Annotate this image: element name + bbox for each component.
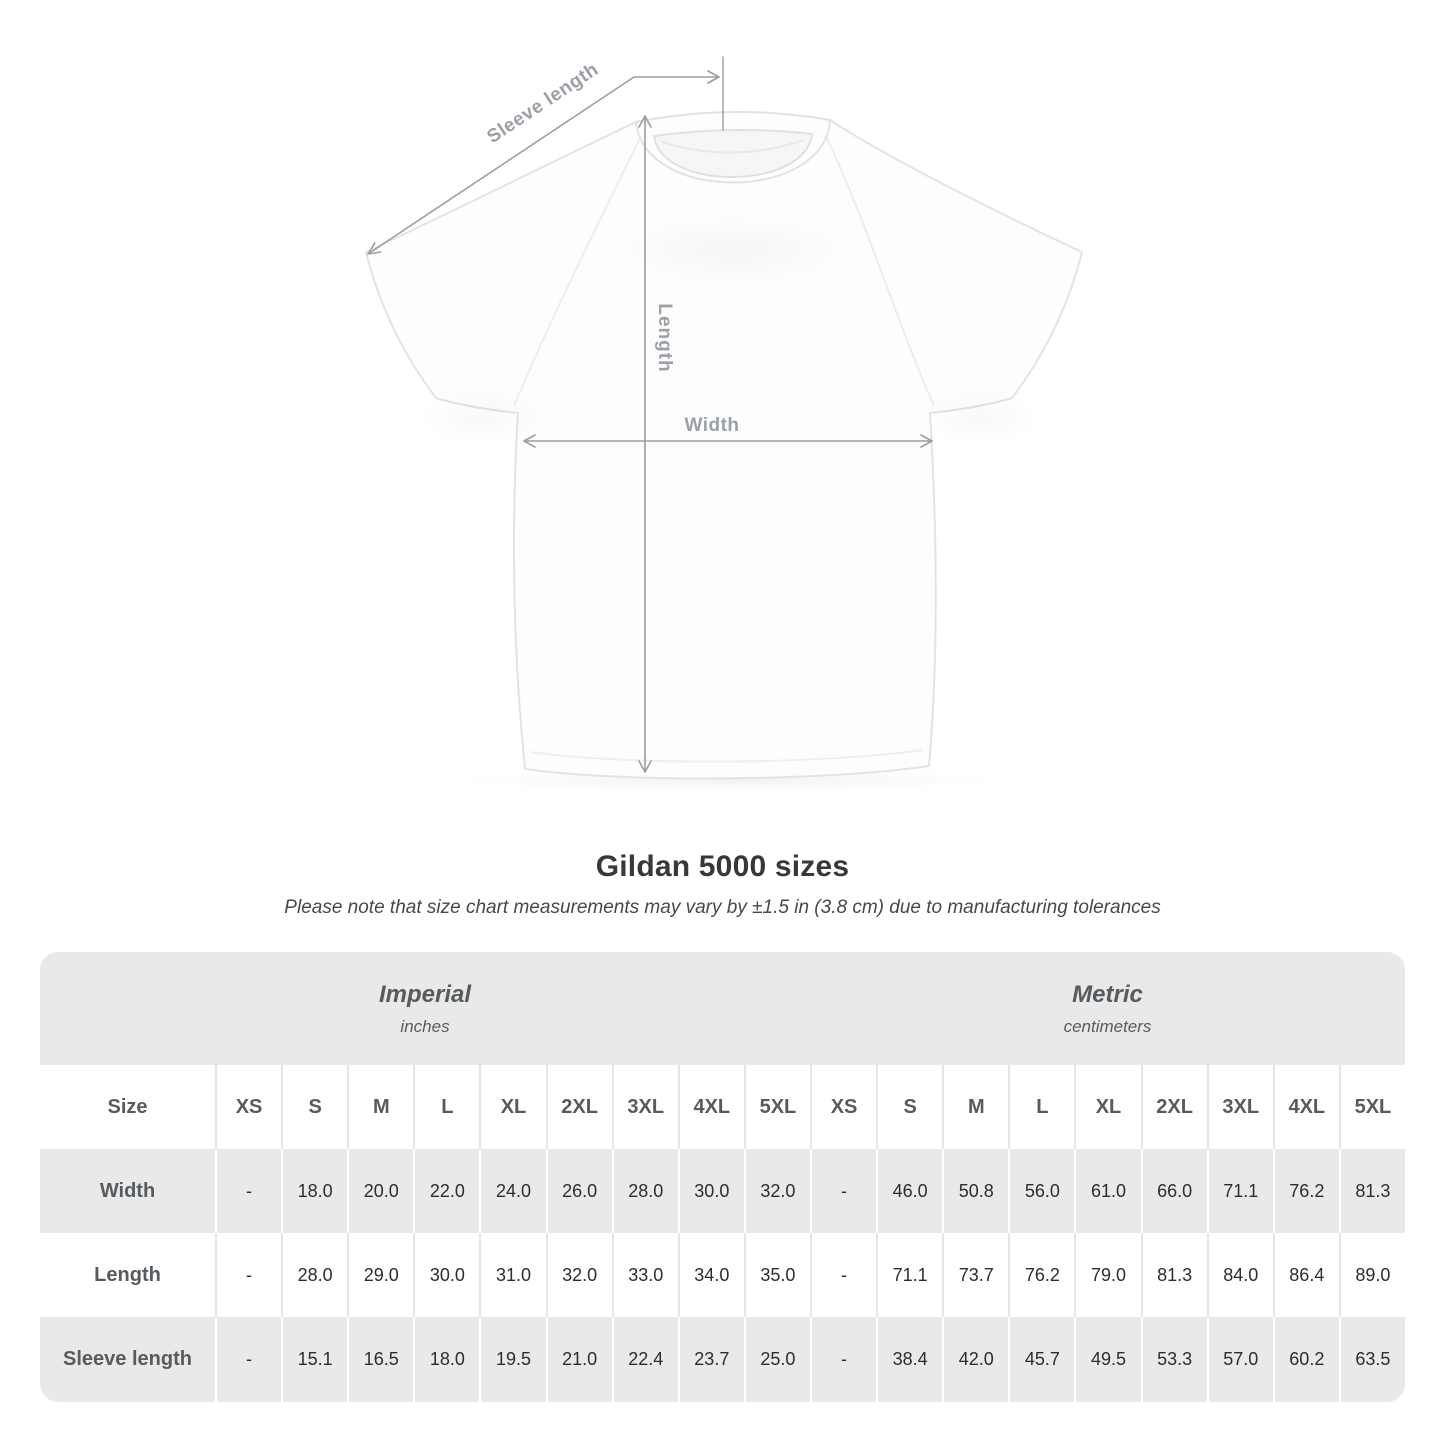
measurement-value-metric: 79.0 (1074, 1233, 1140, 1317)
measurement-value-imperial: 18.0 (413, 1317, 479, 1402)
measurement-value-metric: 53.3 (1141, 1317, 1207, 1402)
measurement-value-metric: 81.3 (1339, 1149, 1405, 1233)
size-header-metric: XL (1074, 1065, 1140, 1149)
measurement-value-imperial: 28.0 (281, 1233, 347, 1317)
unit-group-label: Metric (1072, 980, 1143, 1008)
measurement-value-metric: 49.5 (1074, 1317, 1140, 1402)
measurement-value-imperial: 29.0 (347, 1233, 413, 1317)
tshirt-shading-chest (623, 216, 843, 284)
unit-group-imperial (40, 952, 810, 1065)
measurement-value-metric: 56.0 (1008, 1149, 1074, 1233)
measurement-value-imperial: 30.0 (678, 1149, 744, 1233)
measurement-value-metric: 50.8 (942, 1149, 1008, 1233)
measurement-value-metric: 76.2 (1273, 1149, 1339, 1233)
measurement-value-metric: 60.2 (1273, 1317, 1339, 1402)
row-label: Width (99, 1179, 156, 1202)
measurement-value-metric: 46.0 (876, 1149, 942, 1233)
measurement-value-metric: 45.7 (1008, 1317, 1074, 1402)
measurement-value-imperial: 32.0 (546, 1233, 612, 1317)
measurement-value-imperial: 24.0 (479, 1149, 545, 1233)
size-header-metric: S (876, 1065, 942, 1149)
measurement-value-metric: 71.1 (1207, 1149, 1273, 1233)
size-header-imperial: 5XL (744, 1065, 810, 1149)
row-label: Sleeve length (63, 1348, 192, 1370)
measurement-value-metric: 66.0 (1141, 1149, 1207, 1233)
measurement-value-imperial: 33.0 (612, 1233, 678, 1317)
unit-group-sublabel: centimeters (1063, 1016, 1152, 1036)
size-header-metric: 5XL (1339, 1065, 1405, 1149)
measurement-value-imperial: 22.0 (413, 1149, 479, 1233)
measurement-row (40, 1149, 1405, 1233)
page-title: Gildan 5000 sizes (595, 850, 850, 883)
size-column-header: Size (107, 1095, 148, 1118)
measurement-value-imperial: 19.5 (479, 1317, 545, 1402)
size-header-imperial: XS (215, 1065, 281, 1149)
measurement-value-metric: - (810, 1149, 876, 1233)
measurement-value-imperial: 28.0 (612, 1149, 678, 1233)
measurement-value-metric: 89.0 (1339, 1233, 1405, 1317)
measurement-value-metric: 61.0 (1074, 1149, 1140, 1233)
size-header-imperial: 2XL (546, 1065, 612, 1149)
measurement-value-metric: 84.0 (1207, 1233, 1273, 1317)
width-label: Width (684, 415, 740, 436)
unit-group-label: Imperial (378, 980, 472, 1008)
size-header-imperial: S (281, 1065, 347, 1149)
size-header-metric: L (1008, 1065, 1074, 1149)
measurement-value-imperial: 20.0 (347, 1149, 413, 1233)
size-header-imperial: M (347, 1065, 413, 1149)
size-grid (40, 1065, 1405, 1402)
tshirt-shading-left-underarm (418, 390, 542, 446)
measurement-value-imperial: 25.0 (744, 1317, 810, 1402)
size-header-row (40, 1065, 1405, 1149)
measurement-value-metric: - (810, 1233, 876, 1317)
size-header-metric: XS (810, 1065, 876, 1149)
measurement-value-imperial: 21.0 (546, 1317, 612, 1402)
measurement-value-imperial: - (215, 1317, 281, 1402)
measurement-value-imperial: - (215, 1233, 281, 1317)
row-label: Length (94, 1263, 161, 1286)
measurement-value-metric: 63.5 (1339, 1317, 1405, 1402)
measurement-value-imperial: 35.0 (744, 1233, 810, 1317)
measurement-value-metric: 81.3 (1141, 1233, 1207, 1317)
measurement-row (40, 1233, 1405, 1317)
unit-group-metric (810, 952, 1405, 1065)
title-block (0, 850, 1445, 919)
size-header-metric: 4XL (1273, 1065, 1339, 1149)
sleeve-length-label: Sleeve length (483, 58, 603, 148)
size-header-metric: 3XL (1207, 1065, 1273, 1149)
measurement-value-imperial: 18.0 (281, 1149, 347, 1233)
measurement-value-imperial: 23.7 (678, 1317, 744, 1402)
size-table (40, 952, 1405, 1402)
measurement-value-metric: 71.1 (876, 1233, 942, 1317)
size-header-metric: 2XL (1141, 1065, 1207, 1149)
length-label: Length (654, 303, 675, 373)
size-header-imperial: 4XL (678, 1065, 744, 1149)
measurement-value-imperial: 34.0 (678, 1233, 744, 1317)
measurement-value-imperial: 16.5 (347, 1317, 413, 1402)
unit-group-sublabel: inches (400, 1016, 450, 1036)
measurement-value-imperial: 32.0 (744, 1149, 810, 1233)
measurement-value-imperial: 22.4 (612, 1317, 678, 1402)
measurement-value-metric: 86.4 (1273, 1233, 1339, 1317)
measurement-value-metric: 76.2 (1008, 1233, 1074, 1317)
tolerance-note: Please note that size chart measurements may vary by ±1.5 in (3.8 cm) due to manufacturing tolerances (284, 897, 1161, 918)
measurement-value-imperial: 26.0 (546, 1149, 612, 1233)
measurement-value-imperial: - (215, 1149, 281, 1233)
measurement-value-imperial: 30.0 (413, 1233, 479, 1317)
size-header-imperial: L (413, 1065, 479, 1149)
measurement-value-imperial: 31.0 (479, 1233, 545, 1317)
tshirt-shading-right-underarm (918, 390, 1042, 446)
measurement-value-metric: 42.0 (942, 1317, 1008, 1402)
size-header-imperial: 3XL (612, 1065, 678, 1149)
measurement-value-metric: 38.4 (876, 1317, 942, 1402)
size-header-metric: M (942, 1065, 1008, 1149)
measurement-value-metric: 57.0 (1207, 1317, 1273, 1402)
measurement-value-metric: - (810, 1317, 876, 1402)
size-header-imperial: XL (479, 1065, 545, 1149)
measurement-row (40, 1317, 1405, 1402)
measurement-value-metric: 73.7 (942, 1233, 1008, 1317)
measurement-value-imperial: 15.1 (281, 1317, 347, 1402)
unit-band (40, 952, 1405, 1065)
